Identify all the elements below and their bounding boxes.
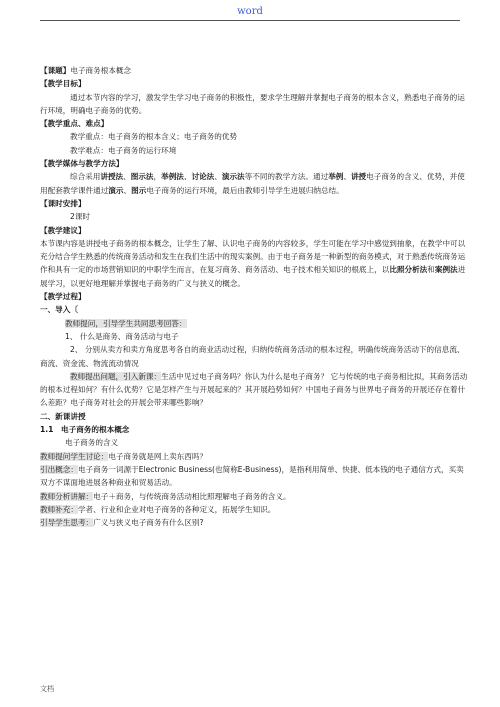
analysis-text: 电子＋商务，与传统商务活动相比照理解电子商务的含义。 [93, 491, 291, 501]
method-heading: 【教学媒体与教学方法】 [40, 159, 124, 169]
guide-text: 广义与狭义电子商务有什么区别? [93, 518, 204, 528]
process-heading: 【教学过程】 [40, 292, 86, 302]
topic-heading: 【课题】 [40, 66, 71, 75]
time-text: 2课时 [70, 212, 91, 222]
supplement-label: 教师补充： [40, 504, 78, 514]
method-run: 电子商务的运行环境，最后由教师引导学生进展归纳总结。 [146, 185, 344, 195]
suggest-text [40, 237, 470, 290]
discussion-label: 教师提问学生讨论： [40, 451, 109, 461]
method-bold: 图示 [131, 185, 147, 195]
concept-text: 电子商务一词源于Electronic Business(也简称E-Business)，是指利用简单、快捷、低本钱的电子通信方式，买卖双方不谋面地进展各种商业和贸易活动。 [40, 464, 464, 488]
goal-text: 通过本节内容的学习，激发学生学习电子商务的积极性，要求学生理解并掌握电子商务的根本含义，熟悉电子商务的运行环境，明确电子商务的优势。 [40, 92, 465, 115]
method-bold: 讲授 [350, 172, 367, 182]
suggest-run: 本节课内容是讲授电子商务的根本概念，让学生了解、认识电子商务的内容较多，学生可能在学习中感觉到抽象，在教学中可以充分结合学生熟悉的传统商务活动和发生在我们生活中的现实案例。由于电子商务是一种新型的商务模式，对于熟悉传统商务运作和具有一定的市场营销知识的中职学生而言，在复习商务、商务活动、电子技术相关知识的根底上，以 [40, 238, 466, 275]
suggest-run: 进展学习，以更好地理解并掌握电子商务的广义与狭义的概念。 [40, 265, 466, 288]
analysis-label: 教师分析讲解： [40, 491, 94, 501]
intro-question-text: 生活中见过电子商务吗？你认为什么是电子商务？ 它与传统的电子商务相比拟，其商务活动的根本过程如何？有什么优势？它是怎样产生与开展起来的？其开展趋势如何？中国电子商务与世界电子商务的开展还存在着什么差距？电子商务对社会的开展会带来哪些影响？ [40, 371, 468, 408]
suggest-bold: 案例法 [434, 265, 458, 275]
method-run: ， [153, 172, 162, 182]
header-divider [40, 20, 460, 21]
method-bold: 演示法 [221, 172, 245, 182]
guide-line [40, 516, 470, 529]
topic-line [40, 64, 470, 77]
method-bold: 图示法 [130, 172, 154, 182]
method-run: 、 [123, 172, 131, 182]
concept-label: 引出概念： [40, 464, 78, 474]
method-run: 电子商务的含义、优势，并使用配套教学课件通过 [40, 172, 465, 195]
method-run: 等不同的教学方法。通过 [244, 172, 329, 182]
method-run: 综合采用 [70, 172, 101, 182]
method-bold: 举例 [328, 172, 344, 182]
intro-item-2: 2、 分别从卖方和卖方角度思考各自的商业活动过程，归纳传统商务活动的根本过程，明确传统商务活动下的信息流、商流、资金流、物流流动情况 [40, 345, 465, 368]
page-header: word [237, 6, 263, 17]
method-run: 、 [214, 172, 222, 182]
method-bold: 举例法 [161, 172, 184, 182]
page-footer: 文档 [40, 685, 54, 693]
method-run: 、 [123, 185, 132, 195]
document-body [40, 64, 470, 529]
key-point: 教学重点：电子商务的根本含义；电子商务的优势 [70, 132, 238, 142]
section-new-heading: 二、新课讲授 [40, 411, 86, 421]
subsection-heading: 1.1 电子商务的根本概念 [40, 425, 130, 435]
suggest-heading: 【教学建议】 [40, 225, 86, 235]
concept-title: 电子商务的含义 [65, 438, 119, 448]
guide-label: 引导学生思考： [40, 518, 94, 528]
method-run: 、 [343, 172, 351, 182]
supplement-text: 学者、行业和企业对电子商务的各种定义，拓展学生知识。 [77, 504, 276, 514]
intro-prompt [40, 317, 470, 330]
intro-item-1: 1、 什么是商务、商务活动与电子 [65, 331, 179, 341]
discussion-text: 电子商务就是网上卖东西吗？ [108, 451, 208, 461]
supplement-line [40, 503, 470, 516]
topic-text: 电子商务根本概念 [70, 66, 132, 75]
section-intro-heading: 一、导入〔 [40, 305, 78, 315]
method-bold: 演示 [108, 185, 124, 195]
intro-question-label: 教师提出问题，引入新课： [70, 371, 162, 381]
key-heading: 【教学重点、难点】 [40, 119, 109, 129]
difficult-point: 教学难点：电子商务的运行环境 [70, 145, 177, 155]
method-bold: 讨论法 [191, 172, 215, 182]
suggest-bold: 比照分析法 [389, 265, 428, 275]
suggest-run: 和 [427, 265, 435, 275]
time-heading: 【课时安排】 [40, 198, 86, 208]
analysis-line [40, 490, 470, 503]
intro-question [40, 370, 470, 410]
method-text [40, 170, 470, 197]
concept-line [40, 463, 470, 490]
method-run: 、 [183, 172, 192, 182]
goal-heading: 【教学目标】 [40, 79, 86, 89]
intro-prompt-text: 教师提问，引导学生共同思考回答： [65, 318, 187, 328]
discussion-line [40, 450, 470, 463]
method-bold: 讲授法 [100, 172, 124, 182]
